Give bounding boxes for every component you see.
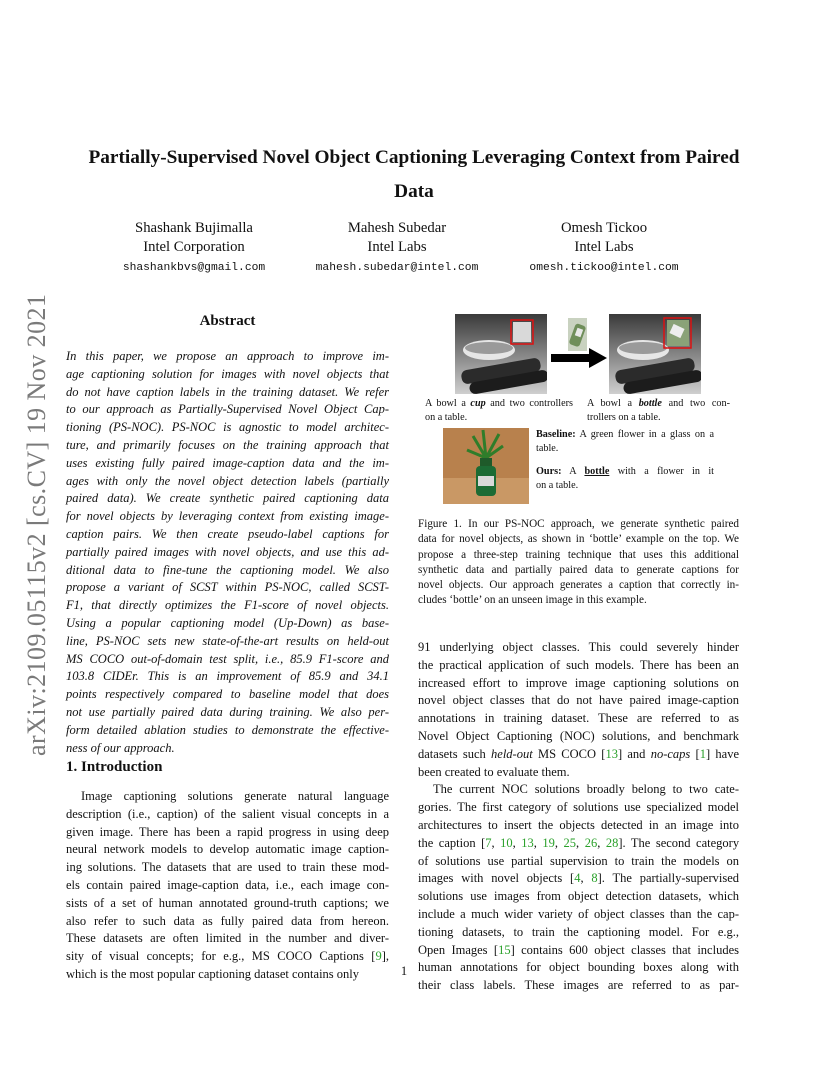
- abstract-line: do not have caption labels in the training dataset. We refer: [66, 384, 389, 399]
- body-line: tioning datasets, to train the captioning model. For e.g.,: [418, 924, 739, 939]
- figure-caption-right: A bowl a bottle and two con- trollers on a table.: [587, 398, 730, 423]
- body-line: architectures to insert the objects detected in an image into: [418, 817, 739, 832]
- abstract-line: caption pairs. We then create pseudo-label captions for: [66, 526, 389, 541]
- author-1-email: shashankbvs@gmail.com: [122, 262, 266, 274]
- body-line: the practical application of such models. There has been an: [418, 657, 739, 672]
- author-name: Omesh Tickoo: [560, 220, 648, 236]
- citation-link[interactable]: 8: [591, 871, 598, 886]
- abstract-line: paired data). We create synthetic paired captioning data: [66, 491, 389, 506]
- body-line: The current NOC solutions broadly belong to two cate-: [433, 782, 739, 797]
- intro-line: also refer to such data as fully paired data from hereon.: [66, 913, 389, 928]
- intro-line: neural network models to develop automatic image caption-: [66, 842, 389, 857]
- abstract-heading: Abstract: [199, 313, 256, 329]
- page-number: 1: [400, 964, 408, 978]
- author-affiliation: Intel Labs: [367, 239, 427, 255]
- abstract-line: ages with only the novel object detection labels (partially: [66, 473, 389, 488]
- abstract-line: age captioning solution for images with novel objects that: [66, 366, 389, 381]
- author-name: Mahesh Subedar: [347, 220, 447, 236]
- citation-link[interactable]: 10: [500, 835, 513, 850]
- body-line: human annotations for object bounding boxes along with: [418, 960, 739, 975]
- citation-link[interactable]: 15: [498, 942, 511, 957]
- paper-title: [60, 141, 768, 209]
- author-2: [307, 219, 487, 257]
- body-line: gories. The first category of solutions use specialized model: [418, 800, 739, 815]
- body-line: include a much wider variety of object classes than the cap-: [418, 906, 739, 921]
- right-column-body: [418, 639, 739, 995]
- intro-line: Image captioning solutions generate natural language: [81, 789, 389, 803]
- body-line: the caption [7, 10, 13, 19, 25, 26, 28]. The second category: [418, 835, 740, 850]
- abstract-line: ditional data to fine-tune the captioning model. We also: [66, 562, 389, 577]
- abstract-line: In this paper, we propose an approach to improve im-: [66, 349, 389, 363]
- author-affiliation: Intel Labs: [574, 239, 634, 255]
- citation-link[interactable]: 25: [563, 835, 577, 850]
- abstract-line: 103.8 CIDEr. This is an improvement of 85.9 and 34.1: [66, 669, 389, 684]
- author-3-email: omesh.tickoo@intel.com: [529, 262, 679, 274]
- intro-line: ing solutions. The datasets that are used to train these mod-: [66, 860, 389, 875]
- intro-line: description (i.e., caption) of the salient visual concepts in a: [66, 806, 389, 821]
- intro-body: [66, 788, 389, 984]
- figure-image-bottle: [609, 314, 701, 394]
- abstract-line: tioning (PS-NOC). PS-NOC is agnostic to model architec-: [66, 420, 389, 435]
- author-3: [514, 219, 694, 257]
- citation-link[interactable]: 13: [521, 835, 534, 850]
- intro-line: sity of visual concepts; for e.g., MS COCO Captions [9],: [66, 949, 389, 964]
- abstract-line: not use partially paired data during training. We also per-: [66, 704, 389, 719]
- citation-link[interactable]: 26: [584, 835, 598, 850]
- figure-image-cup: [455, 314, 547, 394]
- citation-link[interactable]: 1: [699, 746, 706, 761]
- body-line: 91 underlying object classes. This could severely hinder: [418, 640, 739, 654]
- abstract-line: partially paired images with novel objects, and use this ad-: [66, 544, 389, 559]
- body-line: solutions use images from object detection datasets, which: [418, 889, 739, 904]
- flower-bottle-illustration: [443, 428, 529, 504]
- author-affiliation: Intel Corporation: [143, 239, 245, 255]
- intro-line: given image. There has been a rapid progress in using deep: [66, 824, 389, 839]
- abstract-line: ness of our approach.: [66, 740, 175, 755]
- abstract-line: for novel objects by leveraging context from existing image-: [66, 509, 389, 524]
- intro-line: els contain paired image-caption data, i.e., each image con-: [66, 877, 389, 892]
- right-arrow-icon: [551, 348, 607, 368]
- body-line: increased effort to improve image captioning solutions on: [418, 675, 739, 690]
- abstract-line: points respectively compared to baseline model that does: [66, 687, 389, 702]
- figure-1-caption: Figure 1. In our PS-NOC approach, we generate synthetic paired data for novel objects, as shown in ‘bottle’ example on the top. We propose a three-step training technique that uses this additional synthetic data and partially paired data to generate captions for novel objects. Our approach generates a caption that correctly in- cludes ‘bottle’ on an unseen image in this example.: [418, 518, 739, 607]
- intro-line: sists of a set of human annotated ground-truth captions; we: [66, 895, 389, 910]
- body-line: Open Images [15] contains 600 object classes that includes: [418, 942, 739, 957]
- cup-scene-illustration: [455, 314, 547, 394]
- abstract-line: uses existing fully paired image-caption data and the im-: [66, 455, 389, 470]
- abstract-body: [66, 348, 389, 757]
- arxiv-stamp: arXiv:2109.05115v2 [cs.CV] 19 Nov 2021: [22, 293, 51, 756]
- body-line: been created to evaluate them.: [418, 764, 570, 779]
- abstract-line: MS COCO out-of-domain test split, i.e., 85.9 F1-score and: [66, 651, 389, 666]
- body-line: novel object classes that do not have paired image-caption: [418, 693, 739, 708]
- body-line: of solutions use partial supervision to train the models on: [418, 853, 739, 868]
- body-line: datasets such held-out MS COCO [13] and no-caps [1] have: [418, 746, 739, 761]
- citation-link[interactable]: 13: [605, 746, 618, 761]
- citation-link[interactable]: 28: [605, 835, 619, 850]
- abstract-line: line, PS-NOC sets new state-of-the-art results on held-out: [66, 633, 389, 648]
- title-line-1: Partially-Supervised Novel Object Captioning Leveraging Context from Paired: [88, 147, 740, 168]
- citation-link[interactable]: 7: [485, 835, 492, 850]
- author-1: [104, 219, 284, 257]
- figure-image-bottle-crop: [568, 318, 587, 351]
- body-line: annotations in training dataset. These are referred to as: [418, 711, 739, 726]
- abstract-line: to our approach as Partially-Supervised Novel Object Cap-: [66, 402, 389, 417]
- figure-baseline-caption: Baseline: A green flower in a glass on a table.: [536, 429, 714, 454]
- abstract-line: propose a variant of SCST within PS-NOC, called SCST-: [66, 580, 389, 595]
- figure-image-flower-bottle: [443, 428, 529, 504]
- figure-caption-left: A bowl a cup and two controllers on a table.: [425, 398, 573, 423]
- bottle-scene-illustration: [609, 314, 701, 394]
- author-2-email: mahesh.subedar@intel.com: [315, 262, 479, 274]
- title-line-2: Data: [394, 181, 434, 202]
- intro-heading: 1. Introduction: [66, 759, 163, 775]
- abstract-line: Using a popular captioning model (Up-Down) as base-: [66, 615, 389, 630]
- body-line: images with novel objects [4, 8]. The partially-supervised: [418, 871, 739, 886]
- intro-line: These datasets are often limited in the number and diver-: [66, 931, 389, 946]
- body-line: their class labels. These images are referred to as par-: [418, 978, 739, 993]
- author-name: Shashank Bujimalla: [135, 220, 253, 236]
- intro-line: which is the most popular captioning dataset contains only: [66, 966, 359, 981]
- arrow-icon: [551, 348, 607, 373]
- abstract-line: F1, that directly optimizes the F1-score of novel objects.: [66, 598, 389, 613]
- body-line: Novel Object Captioning (NOC) solutions, and benchmark: [418, 728, 739, 743]
- abstract-line: form detailed ablation studies to demonstrate the effective-: [66, 722, 389, 737]
- citation-link[interactable]: 9: [375, 949, 382, 964]
- bottle-crop-illustration: [568, 318, 587, 351]
- abstract-line: ture, and primarily focuses on the training approach that: [66, 437, 389, 452]
- figure-ours-caption: Ours: A bottle with a flower in it on a table.: [536, 466, 714, 491]
- citation-link[interactable]: 19: [542, 835, 555, 850]
- citation-link[interactable]: 4: [574, 871, 581, 886]
